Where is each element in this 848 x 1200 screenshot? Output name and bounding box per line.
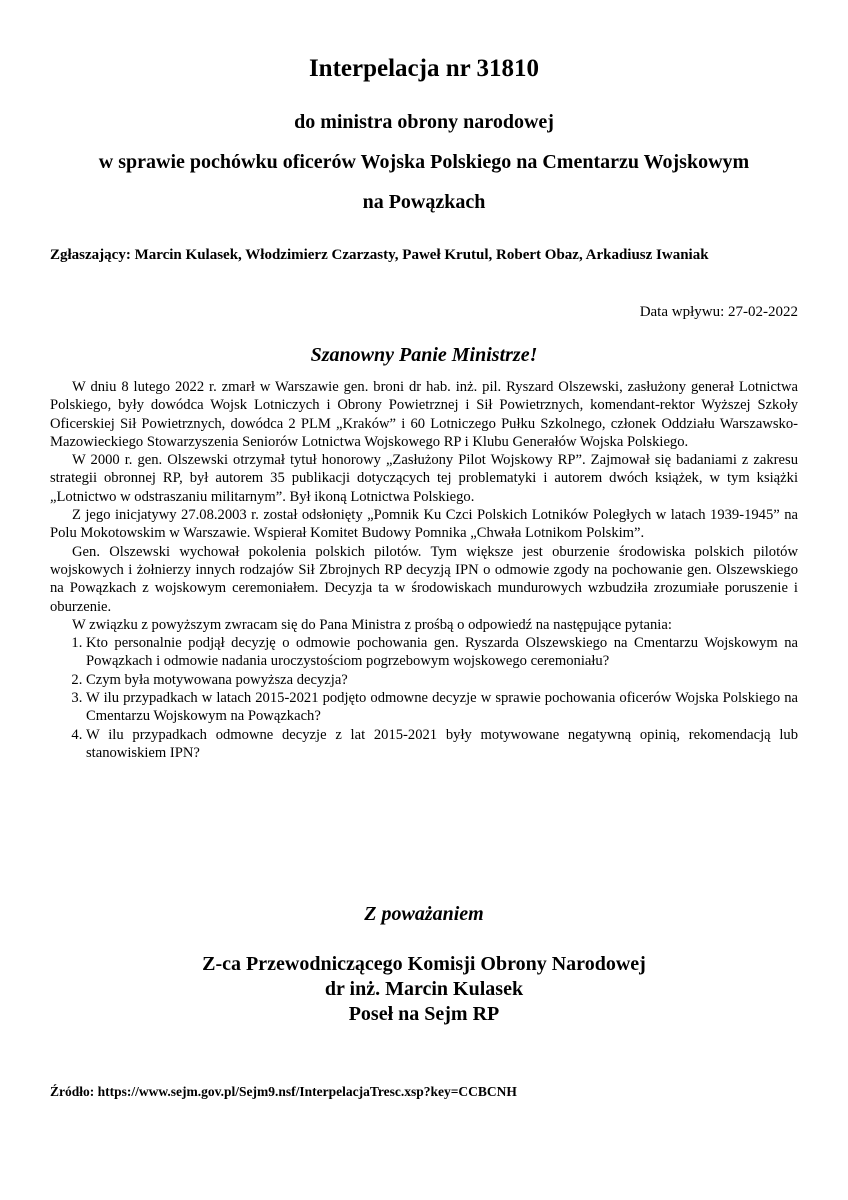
addressee-line: do ministra obrony narodowej	[294, 111, 554, 133]
body-paragraph-4: Gen. Olszewski wychował pokolenia polskich pilotów. Tym większe jest oburzenie środowiska polskich pilotów wojskowych i żołnierzy innych rodzajów Sił Zbrojnych RP decyzją IPN o odmowie zgody na pochowanie gen. Olszewskiego na Powązkach z wojskowym ceremoniałem. Decyzja ta w środowiskach mundurowych wzbudziła zrozumiałe poruszenie i oburzenie.	[50, 543, 798, 615]
question-item-2: 2. Czym była motywowana powyższa decyzja?	[86, 671, 798, 689]
closing-phrase: Z poważaniem	[364, 903, 484, 925]
questions-intro: W związku z powyższym zwracam się do Pana Ministra z prośbą o odpowiedź na następujące pytania:	[72, 616, 672, 633]
body-paragraph-1: W dniu 8 lutego 2022 r. zmarł w Warszawie gen. broni dr hab. inż. pil. Ryszard Olszewski, zasłużony generał Lotnictwa Polskiego, były dowódca Wojsk Lotniczych i Obrony Powietrznej i Sił Powietrznych, komendant-rektor Wyższej Szkoły Oficerskiej Sił Powietrznych, dowódca 2 PLM „Kraków” i 60 Lotniczego Pułku Szkolnego, członek Oddziału Warszawsko-Mazowieckiego Stowarzyszenia Seniorów Lotnictwa Wojskowego RP i Klubu Generałów Wojska Polskiego.	[50, 379, 798, 450]
source-url: Źródło: https://www.sejm.gov.pl/Sejm9.nsf/InterpelacjaTresc.xsp?key=CCBCNH	[50, 1084, 517, 1099]
signature-title: Z-ca Przewodniczącego Komisji Obrony Narodowej	[202, 953, 646, 975]
question-item-4: 4. W ilu przypadkach odmowne decyzje z lat 2015-2021 były motywowane negatywną opinią, rekomendacją lub stanowiskiem IPN?	[86, 726, 798, 763]
body-paragraph-3: Z jego inicjatywy 27.08.2003 r. został odsłonięty „Pomnik Ku Czci Polskich Lotników Poległych w latach 1939-1945” na Polu Mokotowskim w Warszawie. Wspierał Komitet Budowy Pomnika „Chwała Lotnikom Polskim”.	[50, 507, 798, 542]
letter-body	[50, 378, 798, 762]
question-item-3: 3. W ilu przypadkach w latach 2015-2021 podjęto odmowne decyzje w sprawie pochowania oficerów Wojska Polskiego na Cmentarzu Wojskowym na Powązkach?	[86, 689, 798, 726]
submitters-line: Zgłaszający: Marcin Kulasek, Włodzimierz Czarzasty, Paweł Krutul, Robert Obaz, Arkadiusz Iwaniak	[50, 247, 709, 263]
signature-name: dr inż. Marcin Kulasek	[324, 978, 524, 1000]
question-item-1: 1. Kto personalnie podjął decyzję o odmowie pochowania gen. Ryszarda Olszewskiego na Cmentarzu Wojskowym na Powązkach i odmowie nadania uroczystościom pogrzebowym wojskowego ceremoniału?	[86, 634, 798, 671]
subject-line-1: w sprawie pochówku oficerów Wojska Polskiego na Cmentarzu Wojskowym	[98, 151, 750, 173]
body-paragraph-2: W 2000 r. gen. Olszewski otrzymał tytuł honorowy „Zasłużony Pilot Wojskowy RP”. Zajmował się badaniami z zakresu strategii obronnej RP, był autorem 35 publikacji dotyczących tej problematyki i autorem dwóch książek, w tym książki „Lotnictwo w odstraszaniu militarnym”. Był ikoną Lotnictwa Polskiego.	[50, 452, 798, 505]
questions-list	[50, 634, 798, 762]
greeting: Szanowny Panie Ministrze!	[310, 344, 538, 366]
signature-position: Poseł na Sejm RP	[348, 1003, 500, 1025]
subject-line-2: na Powązkach	[362, 191, 486, 213]
received-date: Data wpływu: 27-02-2022	[639, 304, 798, 320]
document-title: Interpelacja nr 31810	[308, 55, 540, 82]
